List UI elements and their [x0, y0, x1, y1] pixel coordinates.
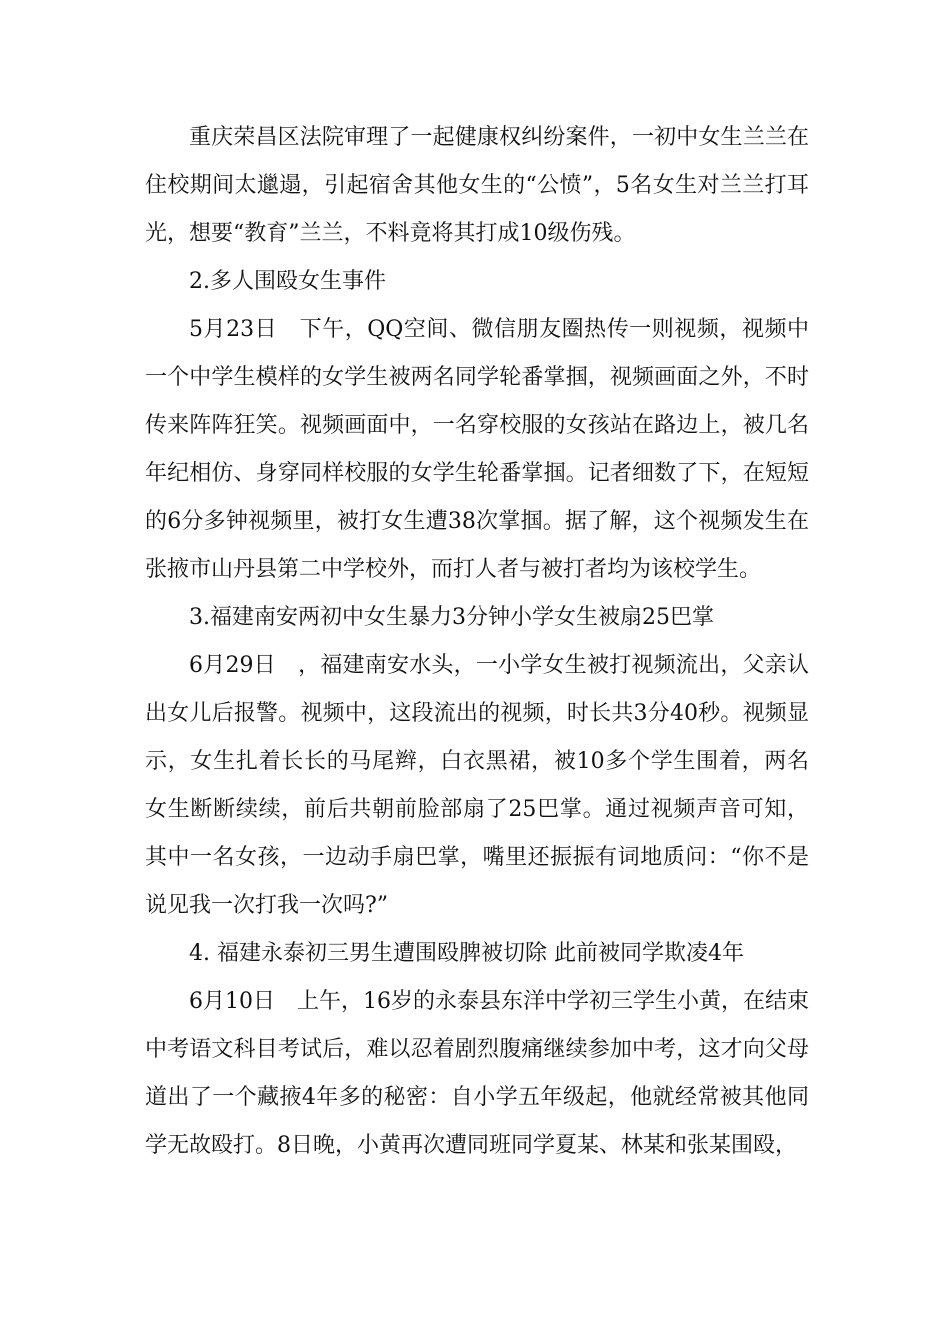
document-body: [145, 114, 809, 1170]
section-heading-2: 2.多人围殴女生事件: [189, 269, 386, 294]
paragraph-yongtai-case: 6月10日 上午，16岁的永泰县东洋中学初三学生小黄，在结束中考语文科目考试后，难以忍着剧烈腹痛继续参加中考，这才向父母道出了一个藏掖4年多的秘密：自小学五年级起，他就经常被其他同学无故殴打。8日晚，小黄再次遭同班同学夏某、林某和张某围殴，: [145, 989, 809, 1158]
section-heading-3: 3.福建南安两初中女生暴力3分钟小学女生被扇25巴掌: [189, 605, 714, 630]
section-heading-4: 4. 福建永泰初三男生遭围殴脾被切除 此前被同学欺凌4年: [189, 941, 744, 966]
paragraph-nanan-case: 6月29日 ，福建南安水头，一小学女生被打视频流出，父亲认出女儿后报警。视频中，这段流出的视频，时长共3分40秒。视频显示，女生扎着长长的马尾辫，白衣黑裙，被10多个学生围着，两名女生断断续续，前后共朝前脸部扇了25巴掌。通过视频声音可知，其中一名女孩，一边动手扇巴掌，嘴里还振振有词地质问：“你不是说见我一次打我一次吗?”: [145, 653, 809, 918]
paragraph-rongchang-case: 重庆荣昌区法院审理了一起健康权纠纷案件，一初中女生兰兰在住校期间太邋遢，引起宿舍其他女生的“公愤”，5名女生对兰兰打耳光，想要“教育”兰兰，不料竟将其打成10级伤残。: [145, 125, 809, 246]
paragraph-shandan-case: 5月23日 下午，QQ空间、微信朋友圈热传一则视频，视频中一个中学生模样的女学生被两名同学轮番掌掴，视频画面之外，不时传来阵阵狂笑。视频画面中，一名穿校服的女孩站在路边上，被几名年纪相仿、身穿同样校服的女学生轮番掌掴。记者细数了下，在短短的6分多钟视频里，被打女生遭38次掌掴。据了解，这个视频发生在张掖市山丹县第二中学校外，而打人者与被打者均为该校学生。: [145, 317, 809, 582]
